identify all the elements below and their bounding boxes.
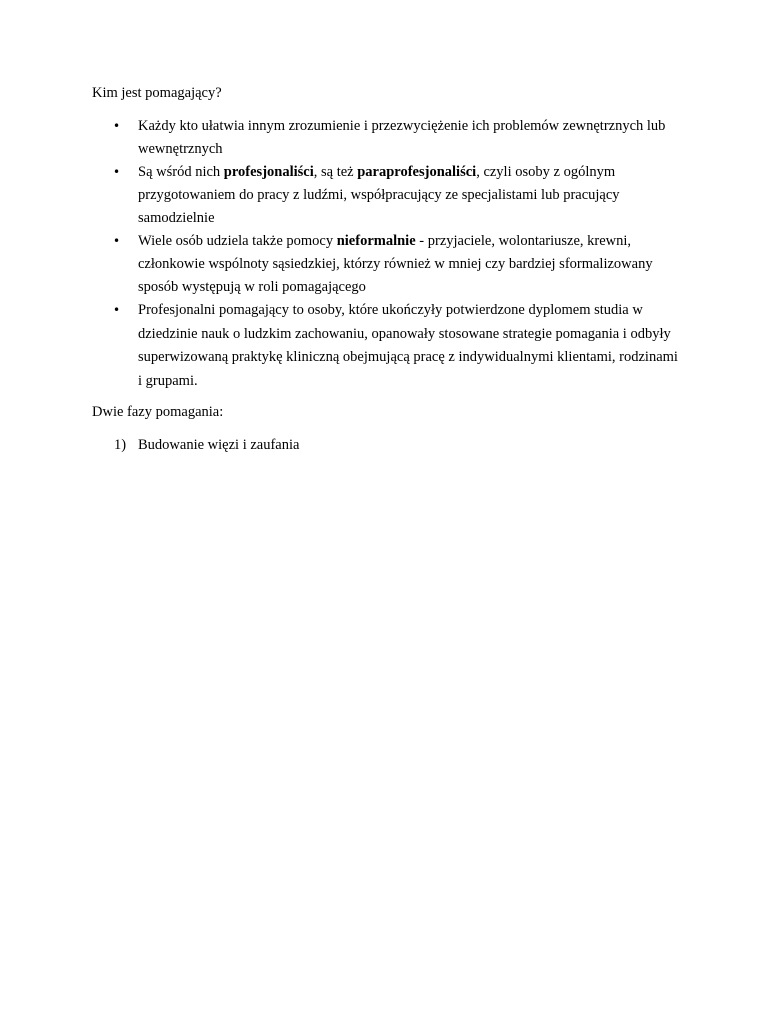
numbered-list <box>92 434 299 457</box>
bullet-icon: • <box>113 165 121 179</box>
bullet-item-3 <box>92 230 682 299</box>
bold-term-nieformalnie: nieformalnie <box>336 233 416 249</box>
bullet-text: , są też <box>313 164 358 180</box>
numbered-item-1 <box>92 434 299 457</box>
numbered-item-text: Budowanie więzi i zaufania <box>138 437 300 453</box>
bullet-text: Wiele osób udziela także pomocy <box>138 233 337 249</box>
bullet-text: Profesjonalni pomagający to osoby, które ukończyły potwierdzone dyplomem studia w dziedzinie nauk o ludzkim zachowaniu, opanowały stosowane strategie pomagania i odbyły superwizowaną praktykę kliniczną obejmującą pracę z indywidualnymi klientami, rodzinami i grupami. <box>138 302 678 389</box>
bold-term-profesjonalisci: profesjonaliści <box>223 164 314 180</box>
bullet-item-2 <box>92 161 682 230</box>
bullet-item-4 <box>92 299 682 393</box>
list-number: 1) <box>114 437 127 453</box>
bullet-icon: • <box>113 234 121 248</box>
bullet-item-1 <box>92 115 682 161</box>
bullet-text: , czyli osoby z ogólnym przygotowaniem do pracy z ludźmi, współpracujący ze specjalistami lub pracujący samodzielnie <box>138 164 620 226</box>
bullet-text: Każdy kto ułatwia innym zrozumienie i przezwyciężenie ich problemów zewnętrznych lub wewnętrznych <box>138 118 666 157</box>
bullet-icon: • <box>113 119 121 133</box>
heading-kim-jest-pomagajacy: Kim jest pomagający? <box>92 85 222 101</box>
bullet-text: Są wśród nich <box>138 164 224 180</box>
bullet-text: - przyjaciele, wolontariusze, krewni, członkowie wspólnoty sąsiedzkiej, którzy również w mniej czy bardziej sformalizowany sposób występują w roli pomagającego <box>138 233 653 295</box>
bullet-list <box>92 115 682 393</box>
bold-term-paraprofesjonalisci: paraprofesjonaliści <box>357 164 477 180</box>
heading-dwie-fazy-pomagania: Dwie fazy pomagania: <box>92 404 224 420</box>
bullet-icon: • <box>113 303 121 317</box>
